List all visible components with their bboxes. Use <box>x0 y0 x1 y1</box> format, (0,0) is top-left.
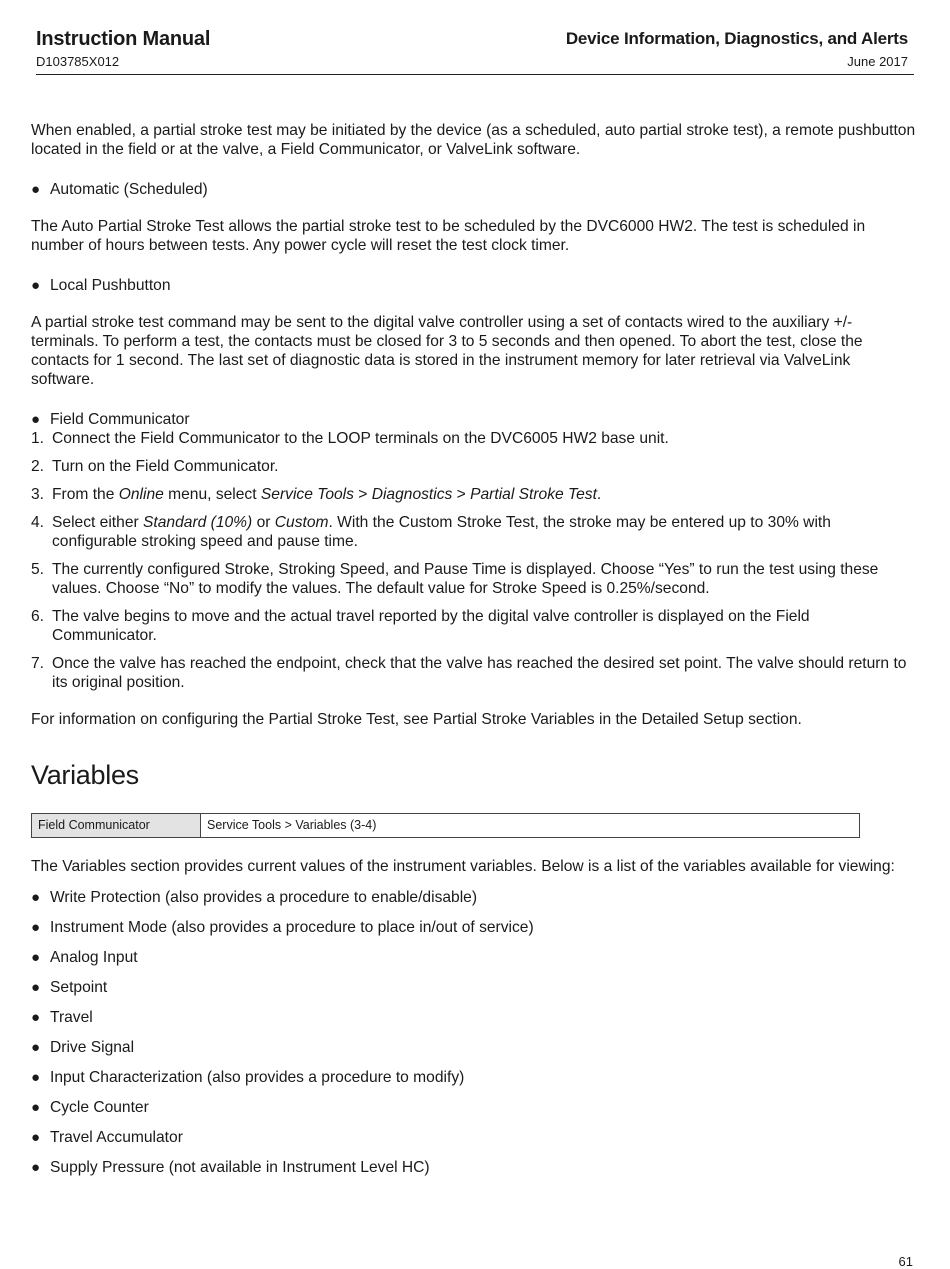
step-text-part: menu, select <box>163 486 261 503</box>
bullet-icon: ● <box>31 1039 41 1057</box>
automatic-heading-text: Automatic (Scheduled) <box>50 181 208 198</box>
list-item <box>31 978 917 1008</box>
list-item-text: Travel Accumulator <box>50 1129 183 1147</box>
menu-name-partial-stroke-test: Partial Stroke Test <box>470 486 597 503</box>
option-custom: Custom <box>274 514 329 531</box>
bullet-icon: ● <box>31 919 41 937</box>
menu-name-online: Online <box>118 486 164 503</box>
procedure-steps <box>31 429 917 692</box>
bullet-icon: ● <box>31 1129 41 1147</box>
list-item-text: Input Characterization (also provides a procedure to modify) <box>50 1069 465 1087</box>
communicator-heading <box>31 410 917 429</box>
step-text: Connect the Field Communicator to the LOOP terminals on the DVC6005 HW2 base unit. <box>52 430 669 447</box>
list-item-text: Travel <box>50 1009 93 1027</box>
option-standard: Standard (10%) <box>143 514 253 531</box>
bullet-icon: ● <box>31 889 41 907</box>
step-text-part: > <box>452 486 471 503</box>
list-item <box>31 1068 917 1098</box>
list-item-text: Analog Input <box>50 949 138 967</box>
manual-title: Instruction Manual <box>36 28 211 50</box>
list-item <box>31 1098 917 1128</box>
step-number: 1. <box>31 430 45 447</box>
pushbutton-heading <box>31 276 917 295</box>
step-text: Once the valve has reached the endpoint, check that the valve has reached the desired set point. The valve should return to its original position. <box>52 655 907 691</box>
list-item <box>31 1008 917 1038</box>
pushbutton-heading-text: Local Pushbutton <box>50 277 171 294</box>
step-item <box>31 654 917 692</box>
step-number: 4. <box>31 514 45 531</box>
step-item <box>31 560 917 598</box>
bullet-icon: ● <box>31 979 41 997</box>
list-item <box>31 918 917 948</box>
menu-path-table <box>31 813 860 838</box>
menu-path-value: Service Tools > Variables (3-4) <box>201 814 860 838</box>
step-item <box>31 429 917 448</box>
step-number: 6. <box>31 608 45 625</box>
bullet-icon: ● <box>31 411 41 428</box>
communicator-footer: For information on configuring the Partial Stroke Test, see Partial Stroke Variables in the Detailed Setup section. <box>31 711 802 728</box>
automatic-paragraph: The Auto Partial Stroke Test allows the partial stroke test to be scheduled by the DVC6000 HW2. The test is scheduled in number of hours between tests. Any power cycle will reset the test clock timer. <box>31 218 866 254</box>
step-item <box>31 607 917 645</box>
automatic-heading <box>31 180 917 199</box>
menu-name-diagnostics: Diagnostics <box>371 486 453 503</box>
bullet-icon: ● <box>31 1009 41 1027</box>
step-text-part: . <box>596 486 602 503</box>
list-item-text: Setpoint <box>50 979 108 997</box>
step-text: Turn on the Field Communicator. <box>52 458 279 475</box>
menu-name-service-tools: Service Tools <box>260 486 354 503</box>
bullet-icon: ● <box>31 1099 41 1117</box>
bullet-icon: ● <box>31 1159 41 1177</box>
step-text <box>52 485 601 504</box>
step-number: 2. <box>31 458 45 475</box>
publication-date: June 2017 <box>847 54 908 69</box>
pushbutton-paragraph: A partial stroke test command may be sent to the digital valve controller using a set of contacts wired to the auxiliary +/- terminals. To perform a test, the contacts must be closed for 3 to 5 seconds and then opened. To abort the test, close the contacts for 1 second. The last set of diagnostic data is stored in the instrument memory for later retrieval via ValveLink software. <box>31 314 863 388</box>
list-item-text: Drive Signal <box>50 1039 135 1057</box>
document-number: D103785X012 <box>36 54 120 69</box>
step-text-part: Select either <box>52 514 144 531</box>
bullet-icon: ● <box>31 1069 41 1087</box>
step-text-part: or <box>252 514 275 531</box>
step-item <box>31 485 917 504</box>
list-item <box>31 948 917 978</box>
list-item <box>31 1158 917 1188</box>
communicator-heading-text: Field Communicator <box>50 411 190 428</box>
step-text-part: > <box>353 486 372 503</box>
step-text: The currently configured Stroke, Stroking Speed, and Pause Time is displayed. Choose “Yes” to run the test using these values. Choose “No” to modify the values. The default value for Stroke Speed is 0.25%/second. <box>52 561 879 597</box>
bullet-icon: ● <box>31 181 41 198</box>
bullet-icon: ● <box>31 277 41 294</box>
step-text-part: . With the Custom Stroke Test, the stroke may be entered up to 30% with configurable stroking speed and pause time. <box>52 514 831 550</box>
step-number: 7. <box>31 655 45 672</box>
page-number: 61 <box>898 1254 913 1269</box>
list-item-text: Write Protection (also provides a procedure to enable/disable) <box>50 889 478 907</box>
list-item <box>31 1038 917 1068</box>
variables-intro: The Variables section provides current values of the instrument variables. Below is a list of the variables available for viewing: <box>31 858 895 876</box>
step-text: The valve begins to move and the actual travel reported by the digital valve controller is displayed on the Field Communicator. <box>52 608 810 644</box>
section-title: Device Information, Diagnostics, and Alerts <box>565 29 908 48</box>
list-item <box>31 888 917 918</box>
step-text <box>52 513 917 551</box>
list-item-text: Instrument Mode (also provides a procedure to place in/out of service) <box>50 919 534 937</box>
page-header <box>36 26 914 75</box>
list-item-text: Cycle Counter <box>50 1099 149 1117</box>
page-content <box>31 121 917 1188</box>
bullet-icon: ● <box>31 949 41 967</box>
step-item <box>31 457 917 476</box>
list-item-text: Supply Pressure (not available in Instrument Level HC) <box>50 1159 430 1177</box>
step-text-part: From the <box>52 486 119 503</box>
step-item <box>31 513 917 551</box>
step-number: 3. <box>31 486 45 503</box>
list-item <box>31 1128 917 1158</box>
variables-title: Variables <box>31 760 139 790</box>
step-number: 5. <box>31 561 45 578</box>
variables-list <box>31 888 917 1188</box>
intro-paragraph: When enabled, a partial stroke test may be initiated by the device (as a scheduled, auto partial stroke test), a remote pushbutton located in the field or at the valve, a Field Communicator, or ValveLink software. <box>31 122 916 158</box>
table-row <box>32 814 860 838</box>
menu-path-label: Field Communicator <box>32 814 201 838</box>
